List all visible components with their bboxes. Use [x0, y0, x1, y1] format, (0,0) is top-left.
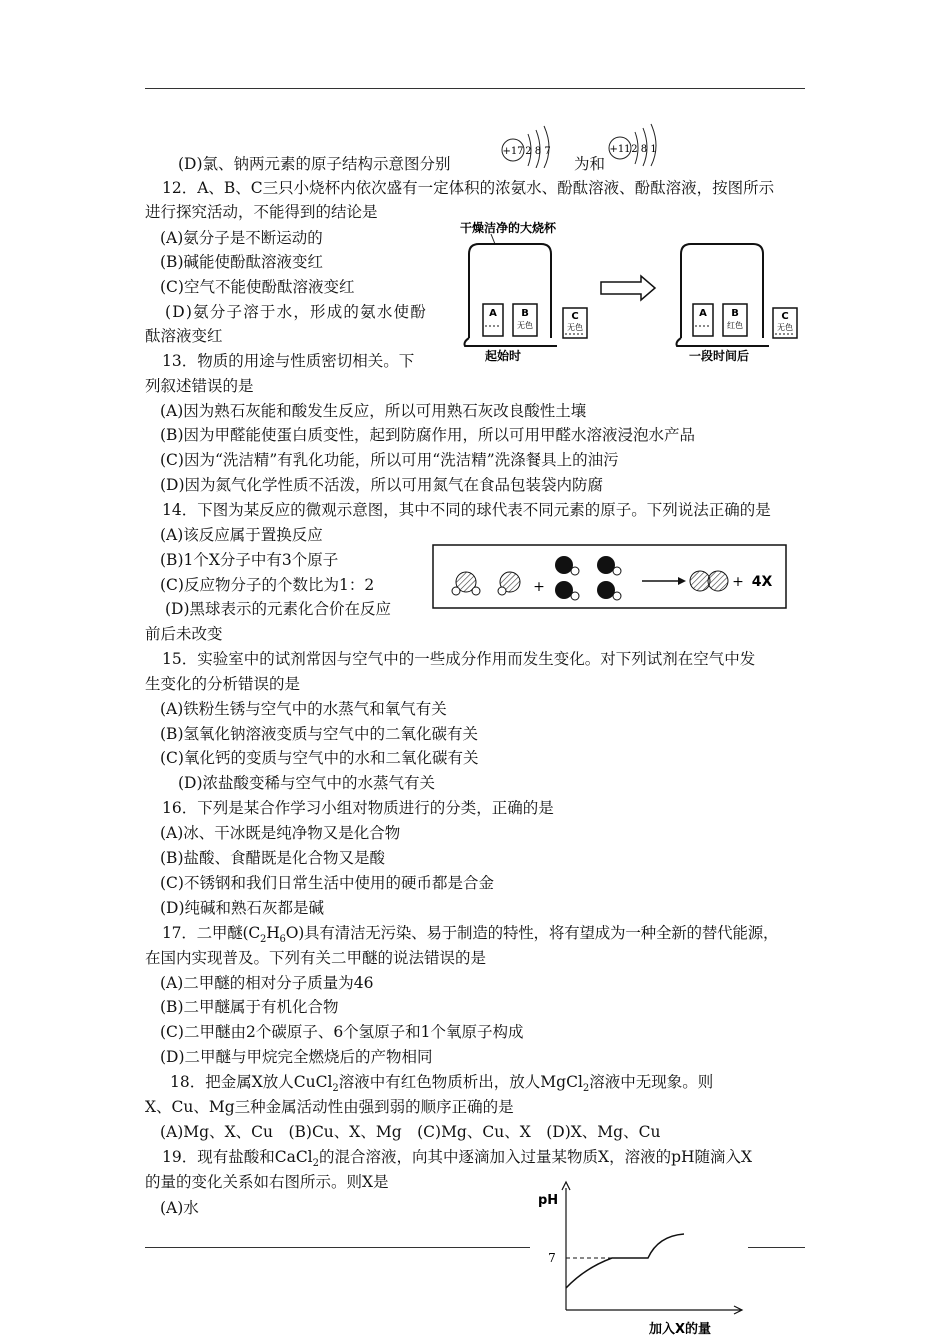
q17-stem-line2: 在国内实现普及。下列有关二甲醚的说法错误的是 — [145, 949, 487, 967]
later-label: 一段时间后 — [688, 349, 750, 363]
q18-stem-line1 — [170, 1072, 713, 1099]
q15-option-b: (B)氢氧化钠溶液变质与空气中的二氧化碳有关 — [160, 725, 478, 743]
left-beaker-c-color: 无色 — [567, 323, 583, 332]
q17-stem-part2: H — [266, 924, 280, 942]
q12-stem-line1: 12．A、B、C三只小烧杯内依次盛有一定体积的浓氨水、酚酞溶液、酚酞溶液，按图所示 — [162, 179, 775, 197]
q17-stem-part1: 17．二甲醚(C — [162, 924, 261, 942]
ph-curve — [566, 1234, 684, 1288]
q11-option-d-mid — [574, 154, 605, 174]
big-beaker-label: 干燥洁净的大烧杯 — [460, 221, 557, 235]
header-rule — [145, 88, 805, 89]
start-label: 起始时 — [484, 349, 522, 363]
q12-option-b: (B)碱能使酚酞溶液变红 — [160, 253, 323, 271]
q13-stem-line1: 13．物质的用途与性质密切相关。下 — [162, 352, 415, 370]
q15-option-a: (A)铁粉生锈与空气中的水蒸气和氧气有关 — [160, 700, 447, 718]
plus-sign-1: + — [533, 579, 545, 595]
plus-sign-2: + — [732, 574, 744, 590]
q16-stem: 16．下列是某合作学习小组对物质进行的分类，正确的是 — [162, 799, 554, 817]
q14-option-c: (C)反应物分子的个数比为1：2 — [160, 576, 375, 594]
na-shells: 2 8 1 — [631, 144, 657, 155]
q19-stem-line1 — [162, 1147, 752, 1174]
q17-option-d: (D)二甲醚与甲烷完全燃烧后的产物相同 — [160, 1048, 433, 1066]
black-molecule-2 — [555, 581, 579, 600]
q15-option-d: (D)浓盐酸变稀与空气中的水蒸气有关 — [178, 774, 436, 792]
footer-rule-right — [748, 1247, 805, 1248]
q18-stem-part2: 溶液中有红色物质析出，放人MgCl — [338, 1073, 583, 1091]
q19-option-a: (A)水 — [160, 1199, 199, 1217]
q15-stem-line2: 生变化的分析错误的是 — [145, 675, 301, 693]
q18-options: (A)Mg、X、Cu (B)Cu、X、Mg (C)Mg、Cu、X (D)X、Mg、Cu — [160, 1123, 661, 1141]
black-molecule-4 — [597, 581, 621, 600]
q18-stem-line2: X、Cu、Mg三种金属活动性由强到弱的顺序正确的是 — [145, 1098, 514, 1116]
left-beaker-b-color: 无色 — [517, 321, 533, 330]
ph-axis-label: pH — [538, 1193, 559, 1208]
q14-option-d-line1: (D)黑球表示的元素化合价在反应 — [165, 600, 392, 618]
q14-stem: 14．下图为某反应的微观示意图，其中不同的球代表不同元素的原子。下列说法正确的是 — [162, 501, 771, 519]
hatched-molecule-1 — [452, 572, 480, 595]
q14-option-b: (B)1个X分子中有3个原子 — [160, 551, 339, 569]
q11-mid-text: 为和 — [574, 155, 606, 173]
q13-option-b: (B)因为甲醛能使蛋白质变性，起到防腐作用，所以可用甲醛水溶液浸泡水产品 — [160, 426, 695, 444]
q18-sub2: 2 — [582, 1083, 590, 1095]
q19-stem-line2: 的量的变化关系如右图所示。则X是 — [145, 1173, 389, 1191]
q14-option-d-line2: 前后未改变 — [145, 625, 223, 643]
q11-option-d — [178, 154, 451, 174]
q14-option-a: (A)该反应属于置换反应 — [160, 526, 323, 544]
q18-stem-part3: 溶液中无现象。则 — [589, 1073, 714, 1091]
footer-rule-left — [145, 1247, 530, 1248]
q18-stem-part1: 18．把金属X放人CuCl — [170, 1073, 333, 1091]
right-beaker-c-label: C — [781, 311, 789, 322]
q12-option-d-line2: 酞溶液变红 — [145, 327, 223, 345]
q12-option-c: (C)空气不能使酚酞溶液变红 — [160, 278, 355, 296]
q19-ph-graph — [530, 1180, 750, 1340]
q15-option-c: (C)氧化钙的变质与空气中的水和二氧化碳有关 — [160, 749, 479, 767]
left-beaker-b-label: B — [521, 308, 529, 319]
left-beaker-a-label: A — [489, 308, 497, 319]
q16-option-a: (A)冰、干冰既是纯净物又是化合物 — [160, 824, 401, 842]
black-molecule-3 — [597, 556, 621, 575]
q17-option-b: (B)二甲醚属于有机化合物 — [160, 998, 339, 1016]
q17-sub2: 6 — [279, 934, 286, 946]
cl-shells: 2 8 7 — [525, 146, 551, 157]
q16-option-c: (C)不锈钢和我们日常生活中使用的硬币都是合金 — [160, 874, 494, 892]
q17-option-a: (A)二甲醚的相对分子质量为46 — [160, 974, 374, 992]
product-4x: 4X — [751, 574, 773, 590]
q11-option-d-text: (D)氯、钠两元素的原子结构示意图分别 — [178, 155, 451, 173]
q17-sub1: 2 — [260, 934, 267, 946]
q13-option-c: (C)因为“洗洁精”有乳化功能，所以可用“洗洁精”洗涤餐具上的油污 — [160, 451, 619, 469]
q13-option-d: (D)因为氮气化学性质不活泼，所以可用氮气在食品包装袋内防腐 — [160, 476, 604, 494]
q16-option-b: (B)盐酸、食醋既是化合物又是酸 — [160, 849, 385, 867]
q19-stem-part2: 的混合溶液，向其中逐滴加入过量某物质X，溶液的pH随滴入X — [319, 1148, 753, 1166]
sodium-atom-diagram — [604, 122, 666, 168]
x-axis-label: 加入X的量 — [648, 1322, 712, 1337]
q12-option-d-line1: (D)氨分子溶于水，形成的氨水使酚 — [165, 303, 427, 321]
tick-7: 7 — [548, 1251, 556, 1265]
q12-beaker-figure — [455, 218, 805, 366]
q15-stem-line1: 15．实验室中的试剂常因与空气中的一些成分作用而发生变化。对下列试剂在空气中发 — [162, 650, 756, 668]
cl-nucleus: +17 — [502, 146, 524, 157]
q16-option-d: (D)纯碱和熟石灰都是碱 — [160, 899, 325, 917]
black-molecule-1 — [555, 556, 579, 575]
right-beaker-b-color: 红色 — [727, 321, 743, 330]
chlorine-atom-diagram — [498, 122, 560, 168]
q18-sub1: 2 — [332, 1083, 339, 1095]
product-molecule — [690, 571, 728, 591]
na-nucleus: +11 — [609, 144, 631, 155]
right-beaker-b-label: B — [731, 308, 739, 319]
q19-stem-part1: 19．现有盐酸和CaCl — [162, 1148, 313, 1166]
right-beaker-c-color: 无色 — [777, 323, 793, 332]
q12-option-a: (A)氨分子是不断运动的 — [160, 229, 323, 247]
q17-option-c: (C)二甲醚由2个碳原子、6个氢原子和1个氧原子构成 — [160, 1023, 524, 1041]
left-beaker-c-label: C — [571, 311, 579, 322]
q17-stem-line1 — [162, 923, 778, 950]
q14-reaction-figure — [432, 544, 788, 610]
q13-stem-line2: 列叙述错误的是 — [145, 377, 254, 395]
q12-stem-line2: 进行探究活动，不能得到的结论是 — [145, 203, 378, 221]
q13-option-a: (A)因为熟石灰能和酸发生反应，所以可用熟石灰改良酸性土壤 — [160, 402, 587, 420]
hatched-molecule-2 — [498, 572, 520, 595]
q19-sub1: 2 — [312, 1158, 320, 1170]
right-beaker-a-label: A — [699, 308, 707, 319]
q17-stem-part3: O)具有清洁无污染、易于制造的特性，将有望成为一种全新的替代能源， — [285, 924, 779, 942]
